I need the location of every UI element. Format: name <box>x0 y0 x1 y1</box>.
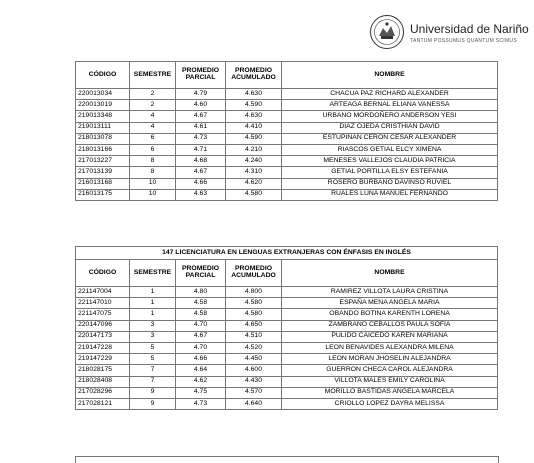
cell-nombre: LEON BENAVIDES ALEXANDRA MILENA <box>282 342 498 353</box>
cell-promedio-acumulado: 4.630 <box>226 89 282 100</box>
cell-codigo: 220147173 <box>76 331 130 342</box>
cell-promedio-parcial: 4.67 <box>176 331 226 342</box>
col-header-promedio-parcial: PROMEDIO PARCIAL <box>176 62 226 89</box>
cell-promedio-acumulado: 4.450 <box>226 354 282 365</box>
cell-promedio-parcial: 4.58 <box>176 309 226 320</box>
cell-promedio-parcial: 4.70 <box>176 320 226 331</box>
table-row <box>76 320 498 331</box>
cell-nombre: ZAMBRANO CEBALLOS PAULA SOFIA <box>282 320 498 331</box>
table-row <box>76 331 498 342</box>
table-row <box>76 287 498 298</box>
program-title: 147 LICENCIATURA EN LENGUAS EXTRANJERAS CON ÉNFASIS EN INGLÉS <box>76 247 498 260</box>
cell-semestre: 6 <box>130 133 176 144</box>
cell-semestre: 1 <box>130 287 176 298</box>
cell-codigo: 218013078 <box>76 133 130 144</box>
cell-promedio-parcial: 4.60 <box>176 100 226 111</box>
cell-semestre: 3 <box>130 320 176 331</box>
col-header-semestre: SEMESTRE <box>130 260 176 287</box>
cell-promedio-parcial: 4.62 <box>176 376 226 387</box>
cell-nombre: RUALES LUNA MANUEL FERNANDO <box>282 189 498 200</box>
cell-codigo: 217028296 <box>76 387 130 398</box>
cell-promedio-parcial: 4.71 <box>176 144 226 155</box>
cell-semestre: 7 <box>130 376 176 387</box>
cell-codigo: 218028408 <box>76 376 130 387</box>
table-row <box>76 122 498 133</box>
cell-codigo: 220013019 <box>76 100 130 111</box>
students-table-2 <box>75 246 498 410</box>
university-name: Universidad de Nariño <box>410 22 529 36</box>
cell-promedio-acumulado: 4.240 <box>226 156 282 167</box>
table-row <box>76 133 498 144</box>
cell-codigo: 220147096 <box>76 320 130 331</box>
cell-promedio-parcial: 4.70 <box>176 342 226 353</box>
table-row <box>76 309 498 320</box>
cell-semestre: 9 <box>130 398 176 409</box>
table-row <box>76 189 498 200</box>
cell-promedio-acumulado: 4.650 <box>226 320 282 331</box>
cell-promedio-parcial: 4.79 <box>176 89 226 100</box>
cell-nombre: ARTEAGA BERNAL ELIANA VANESSA <box>282 100 498 111</box>
cell-promedio-parcial: 4.67 <box>176 111 226 122</box>
cell-promedio-acumulado: 4.310 <box>226 167 282 178</box>
cell-semestre: 10 <box>130 189 176 200</box>
col-header-nombre: NOMBRE <box>282 62 498 89</box>
cell-promedio-acumulado: 4.600 <box>226 365 282 376</box>
col-header-codigo: CÓDIGO <box>76 260 130 287</box>
cell-nombre: PULIDO CAICEDO KAREN MARIANA <box>282 331 498 342</box>
cell-semestre: 5 <box>130 342 176 353</box>
cell-semestre: 6 <box>130 144 176 155</box>
cell-nombre: GUERRON CHECA CAROL ALEJANDRA <box>282 365 498 376</box>
cell-nombre: MENESES VALLEJOS CLAUDIA PATRICIA <box>282 156 498 167</box>
cell-semestre: 2 <box>130 89 176 100</box>
cell-nombre: VILLOTA MALES EMILY CAROLINA <box>282 376 498 387</box>
cell-promedio-acumulado: 4.620 <box>226 178 282 189</box>
cell-codigo: 219013348 <box>76 111 130 122</box>
cell-nombre: RAMIREZ VILLOTA LAURA CRISTINA <box>282 287 498 298</box>
table-header-row <box>76 62 498 89</box>
table-row <box>76 156 498 167</box>
table-row <box>76 376 498 387</box>
cell-promedio-parcial: 4.68 <box>176 156 226 167</box>
cell-promedio-acumulado: 4.640 <box>226 398 282 409</box>
cell-promedio-acumulado: 4.590 <box>226 133 282 144</box>
cell-promedio-parcial: 4.66 <box>176 178 226 189</box>
cell-semestre: 5 <box>130 354 176 365</box>
cell-codigo: 217028121 <box>76 398 130 409</box>
table-row <box>76 178 498 189</box>
cell-promedio-parcial: 4.67 <box>176 167 226 178</box>
cell-promedio-parcial: 4.73 <box>176 133 226 144</box>
cell-codigo: 216013175 <box>76 189 130 200</box>
cell-codigo: 219147229 <box>76 354 130 365</box>
table-row <box>76 398 498 409</box>
cell-promedio-acumulado: 4.580 <box>226 189 282 200</box>
cell-codigo: 218013166 <box>76 144 130 155</box>
cell-promedio-acumulado: 4.630 <box>226 111 282 122</box>
cell-codigo: 217013139 <box>76 167 130 178</box>
cell-promedio-acumulado: 4.410 <box>226 122 282 133</box>
cell-semestre: 8 <box>130 156 176 167</box>
cell-semestre: 1 <box>130 298 176 309</box>
col-header-promedio-acumulado: PROMEDIO ACUMULADO <box>226 62 282 89</box>
cell-nombre: URBANO MORDOÑERO ANDERSON YESI <box>282 111 498 122</box>
cell-codigo: 220013034 <box>76 89 130 100</box>
cell-codigo: 221147010 <box>76 298 130 309</box>
col-header-codigo: CÓDIGO <box>76 62 130 89</box>
cell-promedio-parcial: 4.73 <box>176 398 226 409</box>
cell-promedio-acumulado: 4.510 <box>226 331 282 342</box>
cell-semestre: 2 <box>130 100 176 111</box>
table-row <box>76 298 498 309</box>
cell-nombre: LEON MORAN JHOSELIN ALEJANDRA <box>282 354 498 365</box>
cell-semestre: 8 <box>130 167 176 178</box>
cell-promedio-parcial: 4.80 <box>176 287 226 298</box>
cell-semestre: 1 <box>130 309 176 320</box>
cell-nombre: DIAZ OJEDA CRISTHIAN DAVID <box>282 122 498 133</box>
cell-codigo: 221147004 <box>76 287 130 298</box>
cell-codigo: 219147228 <box>76 342 130 353</box>
table-row <box>76 167 498 178</box>
cell-promedio-parcial: 4.61 <box>176 122 226 133</box>
col-header-nombre: NOMBRE <box>282 260 498 287</box>
cell-nombre: ESPAÑA MENA ANGELA MARIA <box>282 298 498 309</box>
cell-promedio-acumulado: 4.590 <box>226 100 282 111</box>
cell-nombre: GETIAL PORTILLA ELSY ESTEFANIA <box>282 167 498 178</box>
table-row <box>76 354 498 365</box>
col-header-promedio-acumulado: PROMEDIO ACUMULADO <box>226 260 282 287</box>
table-row <box>76 387 498 398</box>
cell-promedio-parcial: 4.63 <box>176 189 226 200</box>
cell-semestre: 9 <box>130 387 176 398</box>
cell-promedio-acumulado: 4.580 <box>226 298 282 309</box>
cell-nombre: MORILLO BASTIDAS ANGELA MARCELA <box>282 387 498 398</box>
cell-codigo: 221147075 <box>76 309 130 320</box>
cell-codigo: 217013227 <box>76 156 130 167</box>
cell-promedio-parcial: 4.64 <box>176 365 226 376</box>
cell-promedio-acumulado: 4.430 <box>226 376 282 387</box>
table-header-row <box>76 260 498 287</box>
table-row <box>76 365 498 376</box>
table-row <box>76 342 498 353</box>
cell-nombre: RIASCOS GETIAL ELCY XIMENA <box>282 144 498 155</box>
cell-codigo: 218028175 <box>76 365 130 376</box>
program-title-row <box>76 247 498 260</box>
cell-nombre: CHACUA PAZ RICHARD ALEXANDER <box>282 89 498 100</box>
cell-promedio-parcial: 4.75 <box>176 387 226 398</box>
cell-nombre: ROSERO BURBANO DAVINSO RUVIEL <box>282 178 498 189</box>
cell-semestre: 4 <box>130 122 176 133</box>
col-header-semestre: SEMESTRE <box>130 62 176 89</box>
cell-nombre: ESTUPIÑAN CERON CESAR ALEXANDER <box>282 133 498 144</box>
page-header <box>0 0 534 58</box>
table-row <box>76 100 498 111</box>
cell-nombre: OBANDO BOTINA KARENTH LORENA <box>282 309 498 320</box>
cell-promedio-acumulado: 4.570 <box>226 387 282 398</box>
cell-promedio-parcial: 4.58 <box>176 298 226 309</box>
cell-promedio-acumulado: 4.580 <box>226 309 282 320</box>
cell-semestre: 7 <box>130 365 176 376</box>
table-row <box>76 144 498 155</box>
cell-semestre: 4 <box>130 111 176 122</box>
table-row <box>76 89 498 100</box>
cell-nombre: CRIOLLO LOPEZ DAYRA MELISSA <box>282 398 498 409</box>
cell-promedio-parcial: 4.66 <box>176 354 226 365</box>
university-motto: TANTUM POSSUMUS QUANTUM SCIMUS <box>410 38 517 44</box>
cell-semestre: 3 <box>130 331 176 342</box>
cell-promedio-acumulado: 4.800 <box>226 287 282 298</box>
table-row <box>76 111 498 122</box>
cell-promedio-acumulado: 4.520 <box>226 342 282 353</box>
col-header-promedio-parcial: PROMEDIO PARCIAL <box>176 260 226 287</box>
cell-semestre: 10 <box>130 178 176 189</box>
cell-codigo: 219013111 <box>76 122 130 133</box>
students-table-1 <box>75 61 498 201</box>
cell-codigo: 216013168 <box>76 178 130 189</box>
university-seal-icon <box>369 14 405 50</box>
cell-promedio-acumulado: 4.210 <box>226 144 282 155</box>
